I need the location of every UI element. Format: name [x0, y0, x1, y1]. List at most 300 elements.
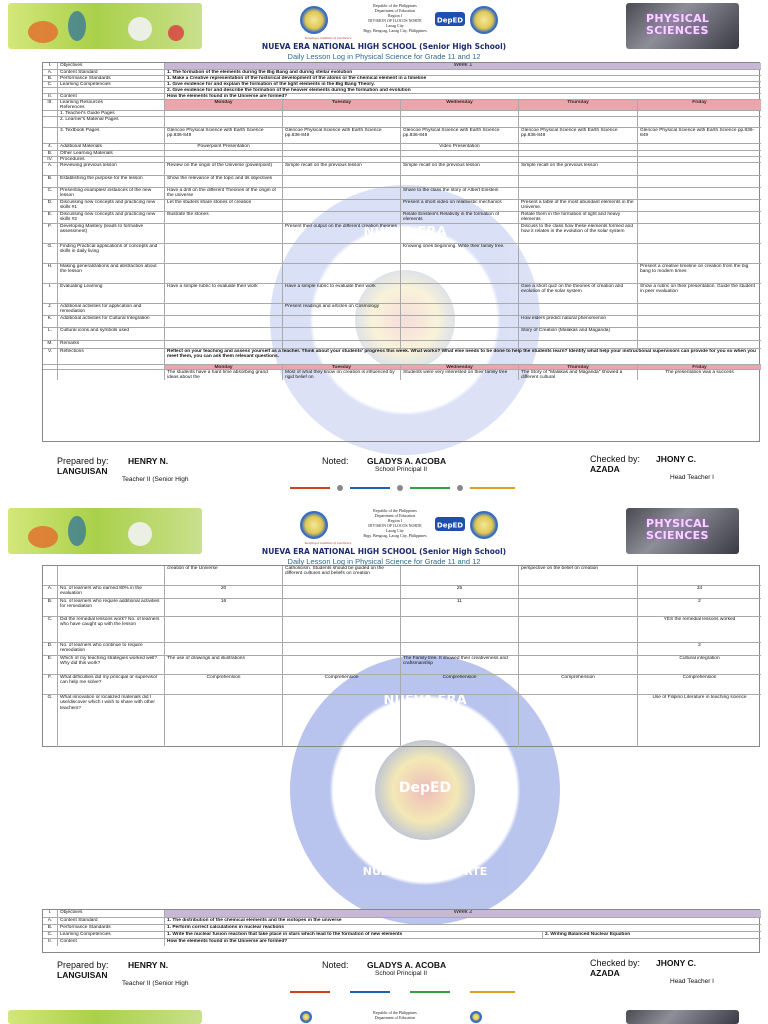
- table-cell: [164, 151, 282, 156]
- table-cell: [400, 617, 518, 642]
- table-cell: 11: [400, 599, 518, 616]
- table-cell: 2. Writing Balanced Nuclear Equation: [542, 932, 761, 938]
- table-cell: [282, 212, 400, 223]
- table-cell: 16: [164, 599, 282, 616]
- deped-seal-left: [300, 511, 328, 539]
- page-1: [0, 0, 768, 500]
- page-2: [0, 505, 768, 1005]
- week-label: Week 1: [164, 63, 761, 69]
- watermark-center-text: DepED: [398, 780, 452, 796]
- table-cell: [637, 212, 761, 223]
- table-cell: [282, 157, 400, 162]
- table-cell: Simple recall on the previous lesson: [518, 163, 637, 175]
- table-cell: [282, 151, 400, 156]
- table-cell: J.: [48, 304, 52, 309]
- banner-title: PHYSICAL SCIENCES: [646, 12, 710, 37]
- table-cell: Content Standard: [57, 918, 164, 924]
- table-cell: [518, 304, 637, 315]
- table-cell: Making generalizations and abstraction about the lesson: [57, 264, 164, 283]
- table-cell: 25: [400, 586, 518, 598]
- physical-sciences-banner: [626, 1010, 739, 1024]
- dll-title: Daily Lesson Log in Physical Science for Grade 11 and 12: [287, 52, 481, 61]
- table-cell: Additional activities for Cultural Integration: [57, 316, 164, 327]
- table-row: [43, 264, 761, 284]
- table-cell: Relate Einstein's Relativity in the formation of elements: [400, 212, 518, 223]
- table-cell: Other Learning Materials: [57, 151, 164, 156]
- table-cell: Learning Competencies: [57, 82, 164, 87]
- table-row: [43, 284, 761, 304]
- table-cell: The Family tree. It showed their creativeness and craftsmanship: [400, 656, 518, 674]
- table-cell: Learning Resources References: [57, 100, 164, 110]
- table-cell: creation of the Universe: [164, 566, 282, 585]
- table-cell: D.: [47, 200, 53, 205]
- week1-lesson-table: [42, 62, 760, 442]
- table-cell: 4.: [47, 144, 52, 149]
- table-cell: 1. The formation of the elements during the Big Bang and during stellar evolution: [164, 70, 761, 75]
- table-cell: Objectives: [57, 910, 164, 917]
- day-header-monday: Monday: [164, 100, 282, 110]
- table-cell: [43, 117, 57, 127]
- reflections-prompt: Reflect on your teaching and assess yourself as a teacher. Think about your students' progress this week. What works? What else needs to be done to help the students learn? Identify what help your instructional supervisors can provide for you so when you meet them, you can ask them relevant questions.: [164, 349, 761, 364]
- table-cell: [637, 200, 761, 211]
- table-cell: YES the remedial lessons worked: [637, 617, 761, 642]
- table-cell: [282, 643, 400, 655]
- table-cell: [43, 370, 57, 380]
- dll-title: Daily Lesson Log in Physical Science for Grade 11 and 12: [287, 557, 481, 566]
- table-cell: [282, 117, 400, 127]
- table-cell: Comprehension: [164, 675, 282, 694]
- table-row: [43, 918, 761, 925]
- table-cell: A.: [47, 163, 53, 168]
- pencil-divider-icon: [290, 483, 520, 493]
- table-cell: [400, 151, 518, 156]
- agency-block: Republic of the Philippines Department of Education Region I DIVISION OF ILOCOS NORTE Laoag City Brgy. Bengcag, Laoag City, Philippines: [363, 508, 427, 538]
- table-cell: Additional activities for application and remediation: [57, 304, 164, 315]
- table-row: [43, 144, 761, 151]
- table-cell: [164, 264, 282, 283]
- table-cell: [164, 643, 282, 655]
- table-cell: [400, 304, 518, 315]
- table-cell: Review on the origin of the Universe (powerpoint): [164, 163, 282, 175]
- table-cell: Show the relevance of the topic and its objectives: [164, 176, 282, 187]
- table-cell: [518, 244, 637, 263]
- table-row: [43, 304, 761, 316]
- school-seal-right: [470, 511, 498, 539]
- deped-logo-icon: [435, 513, 465, 535]
- table-cell: No. of learners who earned 80% in the evaluation: [57, 586, 164, 598]
- table-cell: [518, 617, 637, 642]
- table-cell: 1. Perform correct calculations in nuclear reactions: [164, 925, 761, 931]
- table-cell: Learning Competencies: [57, 932, 164, 938]
- deped-logo-text: DepED: [436, 16, 464, 25]
- table-cell: [400, 284, 518, 303]
- day-header-wednesday: Wednesday: [400, 100, 518, 110]
- table-cell: [518, 117, 637, 127]
- table-row: [43, 695, 761, 747]
- table-cell: Glencoe Physical Science with Earth Science pp.836-849: [637, 128, 761, 143]
- table-cell: [518, 643, 637, 655]
- table-cell: L.: [47, 328, 52, 333]
- table-cell: 2: [637, 643, 761, 655]
- table-cell: [282, 188, 400, 199]
- table-cell: The use of drawings and illustrations: [164, 656, 282, 674]
- table-cell: Comprehension: [637, 675, 761, 694]
- table-cell: [518, 599, 637, 616]
- table-cell: 1. Give evidence for and explain the formation of the light elements in the Big Bang Theory.: [164, 82, 761, 87]
- table-cell: M.: [47, 341, 53, 346]
- reflection-results-table: [42, 565, 760, 747]
- watermark-top-text: NUEVA ERA: [383, 693, 467, 708]
- table-cell: Relate them in the formation of light and heavy elements: [518, 212, 637, 223]
- table-row: [43, 599, 761, 617]
- table-cell: [57, 566, 164, 585]
- week2-lesson-table: [42, 909, 760, 953]
- table-cell: [637, 188, 761, 199]
- table-cell: [43, 128, 57, 143]
- table-cell: [282, 586, 400, 598]
- deped-logo-icon: [435, 8, 465, 30]
- signature-block: Prepared by: HENRY N. LANGUISAN Teacher II (Senior High Noted: GLADYS A. ACOBA School Principal II Checked by: JHONY C. AZADA Head Teacher I: [0, 955, 768, 997]
- table-cell: 20: [164, 586, 282, 598]
- table-cell: Knowing ones beginning. Write their family tree.: [400, 244, 518, 263]
- table-cell: [637, 111, 761, 116]
- table-row: [43, 932, 761, 939]
- table-cell: 1. The distribution of the chemical elements and the isotopes in the universe: [164, 918, 761, 924]
- table-row: [43, 370, 761, 380]
- table-cell: [400, 157, 518, 162]
- table-cell: [282, 200, 400, 211]
- table-cell: 34: [637, 586, 761, 598]
- table-cell: Glencoe Physical Science with Earth Science pp.836-849: [282, 128, 400, 143]
- table-cell: I.: [48, 284, 52, 289]
- table-cell: [637, 304, 761, 315]
- table-cell: D.: [47, 643, 53, 648]
- table-cell: [164, 304, 282, 315]
- table-cell: A.: [47, 70, 53, 75]
- deped-seal-left: [300, 1011, 312, 1023]
- table-cell: [400, 117, 518, 127]
- table-cell: [518, 151, 637, 156]
- table-cell: [43, 365, 57, 369]
- table-cell: Developing Mastery (leads to formative assessment): [57, 224, 164, 243]
- table-cell: [282, 244, 400, 263]
- table-cell: [637, 224, 761, 243]
- table-cell: [282, 599, 400, 616]
- table-row: [43, 643, 761, 656]
- table-cell: [400, 264, 518, 283]
- day-header-tuesday: Tuesday: [282, 100, 400, 110]
- watermark-top-text: NUEVA ERA: [363, 225, 447, 240]
- table-cell: [282, 341, 400, 348]
- table-cell: B.: [47, 76, 53, 81]
- table-row: [43, 341, 761, 349]
- table-row: [43, 244, 761, 264]
- table-cell: [400, 341, 518, 348]
- table-cell: Comprehension: [400, 675, 518, 694]
- table-cell: No. of learners who require additional activities for remediation: [57, 599, 164, 616]
- table-cell: [43, 111, 57, 116]
- table-cell: Content: [57, 94, 164, 99]
- table-cell: Glencoe Physical Science with Earth Science pp.836-849: [164, 128, 282, 143]
- table-cell: [164, 341, 282, 348]
- school-name: NUEVA ERA NATIONAL HIGH SCHOOL (Senior High School): [261, 42, 507, 51]
- table-cell: Tuesday: [282, 365, 400, 369]
- table-cell: Most of what they know on creation is influenced by rigid belief on: [282, 370, 400, 380]
- table-cell: [637, 566, 761, 585]
- table-cell: B.: [47, 925, 53, 930]
- table-cell: [164, 617, 282, 642]
- table-cell: [518, 586, 637, 598]
- table-cell: [518, 188, 637, 199]
- document-header: [0, 0, 768, 66]
- table-row: [43, 675, 761, 695]
- table-cell: [164, 244, 282, 263]
- table-cell: The Story of "Malakas and Maganda" showed a different cultural: [518, 370, 637, 380]
- table-cell: Reviewing previous lesson: [57, 163, 164, 175]
- table-cell: Have a simple rubric to evaluate their work: [282, 284, 400, 303]
- table-row: [43, 566, 761, 586]
- table-cell: Share to the class the story of Albert Einstein: [400, 188, 518, 199]
- table-cell: Powerpoint Presentation: [164, 144, 282, 150]
- table-cell: [400, 566, 518, 585]
- table-cell: 1. Make a Creative representation of the historical development of the atoms or the chemical element in a timeline: [164, 76, 761, 81]
- table-cell: Simple recall on the previous lesson: [282, 163, 400, 175]
- table-cell: Wednesday: [400, 365, 518, 369]
- table-cell: [164, 316, 282, 327]
- deped-seal-left: [300, 6, 328, 34]
- table-row: [43, 925, 761, 932]
- table-row: [43, 328, 761, 341]
- table-cell: Video Presentation: [400, 144, 518, 150]
- table-row: [43, 939, 761, 946]
- table-cell: C.: [47, 82, 53, 87]
- signature-block: Prepared by: HENRY N. LANGUISAN Teacher II (Senior High Noted: GLADYS A. ACOBA School Principal II Checked by: JHONY C. AZADA Head Teacher I: [0, 453, 768, 495]
- table-cell: perspective on the belief on creation: [518, 566, 637, 585]
- table-cell: [282, 617, 400, 642]
- table-row: [43, 200, 761, 212]
- table-cell: Have a drill on the different Theories of the origin of the universe: [164, 188, 282, 199]
- table-cell: 1. Write the nuclear fusion reaction that take place in stars which lead to the formation of new elements: [164, 932, 542, 938]
- table-cell: Catholicism. Students should be guided on the different cultures and beliefs on creation: [282, 566, 400, 585]
- table-cell: [164, 157, 282, 162]
- table-cell: [57, 365, 164, 369]
- table-row: [43, 128, 761, 144]
- table-cell: Did the remedial lessons work? No. of learners who have caught up with the lesson: [57, 617, 164, 642]
- region-text: Region I: [388, 13, 402, 18]
- pencil-divider-icon: [290, 987, 520, 997]
- physical-sciences-banner: PHYSICAL SCIENCES: [626, 508, 739, 554]
- table-cell: The presentation was a success: [637, 370, 761, 380]
- table-cell: I.: [48, 910, 52, 915]
- table-cell: Content Standard: [57, 70, 164, 75]
- division-text: DIVISION OF ILOCOS NORTE: [368, 18, 422, 23]
- table-cell: 3. Textbook Pages: [57, 128, 164, 143]
- table-cell: Discussing new concepts and practicing new skills #1: [57, 200, 164, 211]
- table-cell: B.: [47, 599, 53, 604]
- table-cell: Evaluating Learning: [57, 284, 164, 303]
- school-name: NUEVA ERA NATIONAL HIGH SCHOOL (Senior High School): [261, 547, 507, 556]
- table-cell: How the elements found in the Universe are formed?: [164, 94, 761, 99]
- table-cell: Present readings and articles on Cosmology: [282, 304, 400, 315]
- table-cell: Let the student share stories of creation: [164, 200, 282, 211]
- table-cell: Glencoe Physical Science with Earth Science pp.836-849: [518, 128, 637, 143]
- table-cell: Presenting examples/ instances of the new lesson: [57, 188, 164, 199]
- table-cell: [400, 328, 518, 340]
- table-cell: [282, 264, 400, 283]
- table-cell: G.: [47, 695, 53, 700]
- table-row: [43, 176, 761, 188]
- table-cell: Cultural integration: [637, 656, 761, 674]
- table-cell: Use of Filipino Literature in teaching science: [637, 695, 761, 747]
- table-cell: C.: [47, 617, 53, 622]
- table-row: [43, 212, 761, 224]
- table-cell: Present a table of the most abundant elements in the Universe.: [518, 200, 637, 211]
- table-cell: Which of my teaching strategies worked well? Why did this work?: [57, 656, 164, 674]
- day-header-friday: Friday: [637, 100, 761, 110]
- table-cell: Cultural icons and symbols used: [57, 328, 164, 340]
- table-cell: B.: [47, 176, 53, 181]
- table-cell: [164, 117, 282, 127]
- table-cell: Objectives: [57, 63, 164, 69]
- table-cell: [637, 328, 761, 340]
- table-cell: K.: [47, 316, 53, 321]
- table-cell: F.: [48, 675, 52, 680]
- table-cell: [518, 111, 637, 116]
- table-row: [43, 163, 761, 176]
- table-cell: Simple recall on the previous lesson: [400, 163, 518, 175]
- table-cell: Performance Standards: [57, 925, 164, 931]
- table-row: [43, 100, 761, 111]
- table-cell: Additional Materials: [57, 144, 164, 150]
- table-cell: [400, 643, 518, 655]
- slogan-text: Keeping a tradition of excellence: [305, 36, 352, 40]
- table-cell: [400, 111, 518, 116]
- table-cell: [637, 176, 761, 187]
- table-cell: How the elements found in the Universe are formed?: [164, 939, 761, 946]
- republic-text: Republic of the Philippines: [373, 3, 417, 8]
- agency-block: [340, 3, 450, 33]
- table-cell: III.: [47, 100, 53, 105]
- table-cell: [282, 656, 400, 674]
- school-seal-right: [470, 1011, 482, 1023]
- table-cell: Story of Creation (Malakas and Maganda): [518, 328, 637, 340]
- address-text: Brgy. Bengcag, Laoag City, Philippines: [363, 28, 427, 33]
- table-row: [43, 63, 761, 70]
- table-cell: Have a simple rubric to evaluate their work: [164, 284, 282, 303]
- page-3-peek: [0, 1009, 768, 1024]
- table-cell: [518, 656, 637, 674]
- table-cell: 2: [637, 599, 761, 616]
- table-cell: [518, 341, 637, 348]
- table-row: [43, 316, 761, 328]
- slogan-text: Keeping a tradition of excellence: [305, 541, 352, 545]
- table-cell: [400, 316, 518, 327]
- table-cell: [43, 566, 57, 585]
- table-cell: Reflections: [57, 349, 164, 364]
- agency-block: Republic of the Philippines Department of Education: [373, 1010, 417, 1020]
- table-cell: [637, 341, 761, 348]
- table-cell: [43, 88, 57, 93]
- table-cell: H.: [47, 264, 53, 269]
- table-cell: E.: [47, 212, 53, 217]
- table-cell: II.: [48, 94, 52, 99]
- table-row: [43, 224, 761, 244]
- table-cell: C.: [47, 188, 53, 193]
- table-cell: V.: [47, 349, 53, 354]
- document-header: [0, 505, 768, 571]
- table-cell: [164, 111, 282, 116]
- table-cell: [164, 695, 282, 747]
- table-cell: Establishing the purpose for the lesson: [57, 176, 164, 187]
- lab-banner-image: [8, 1010, 202, 1024]
- table-cell: [637, 117, 761, 127]
- table-cell: Present a short video on relativistic mechanics: [400, 200, 518, 211]
- table-cell: [637, 157, 761, 162]
- table-cell: [518, 144, 637, 150]
- table-cell: [164, 328, 282, 340]
- table-cell: [637, 151, 761, 156]
- table-cell: Show a rubric on their presentation. Guide the student in peer evaluation: [637, 284, 761, 303]
- table-cell: The students have a hard time absorbing grand ideas about the: [164, 370, 282, 380]
- table-cell: 2. Learner's Material Pages: [57, 117, 164, 127]
- table-cell: Thursday: [518, 365, 637, 369]
- table-cell: [282, 316, 400, 327]
- table-cell: How elders predict natural phenomenon: [518, 316, 637, 327]
- table-cell: Monday: [164, 365, 282, 369]
- table-cell: [282, 176, 400, 187]
- table-cell: II.: [48, 939, 52, 944]
- table-cell: B.: [47, 151, 53, 156]
- table-cell: Students were very interested on their family tree: [400, 370, 518, 380]
- table-cell: 2. Give evidence for and describe the formation of the heavier elements during the formation and evolution: [164, 88, 761, 93]
- table-cell: Illustrate the stories: [164, 212, 282, 223]
- table-cell: [400, 224, 518, 243]
- table-row: [43, 586, 761, 599]
- table-cell: E.: [47, 656, 53, 661]
- table-cell: Remarks: [57, 341, 164, 348]
- table-cell: Finding Practical applications of concepts and skills in daily living: [57, 244, 164, 263]
- table-cell: [637, 244, 761, 263]
- table-cell: Comprehension: [518, 675, 637, 694]
- table-cell: [57, 370, 164, 380]
- table-cell: Content: [57, 939, 164, 946]
- table-cell: IV.: [47, 157, 53, 162]
- table-cell: F.: [48, 224, 52, 229]
- table-cell: Give a short quiz on the theories of creation and evolution of the solar system: [518, 284, 637, 303]
- watermark-bottom-text: NUEVA ERA,I.NORTE: [362, 865, 488, 878]
- table-cell: [400, 695, 518, 747]
- table-row: [43, 617, 761, 643]
- table-cell: C.: [47, 932, 53, 937]
- table-cell: [518, 157, 637, 162]
- table-cell: No. of learners who continue to require remediation: [57, 643, 164, 655]
- table-cell: [518, 176, 637, 187]
- table-cell: [518, 695, 637, 747]
- table-cell: [637, 316, 761, 327]
- table-cell: [637, 144, 761, 150]
- table-cell: [282, 111, 400, 116]
- table-cell: What difficulties did my principal or supervisor can help me solve?: [57, 675, 164, 694]
- school-seal-right: [470, 6, 498, 34]
- table-row: [43, 117, 761, 128]
- table-cell: Present a creative timeline on creation from the big bang to modern times: [637, 264, 761, 283]
- table-row: [43, 188, 761, 200]
- week-label: Week 2: [164, 910, 761, 917]
- table-cell: [57, 88, 164, 93]
- table-cell: I.: [48, 63, 52, 68]
- table-row: [43, 656, 761, 675]
- deped-logo-text: DepED: [436, 521, 464, 530]
